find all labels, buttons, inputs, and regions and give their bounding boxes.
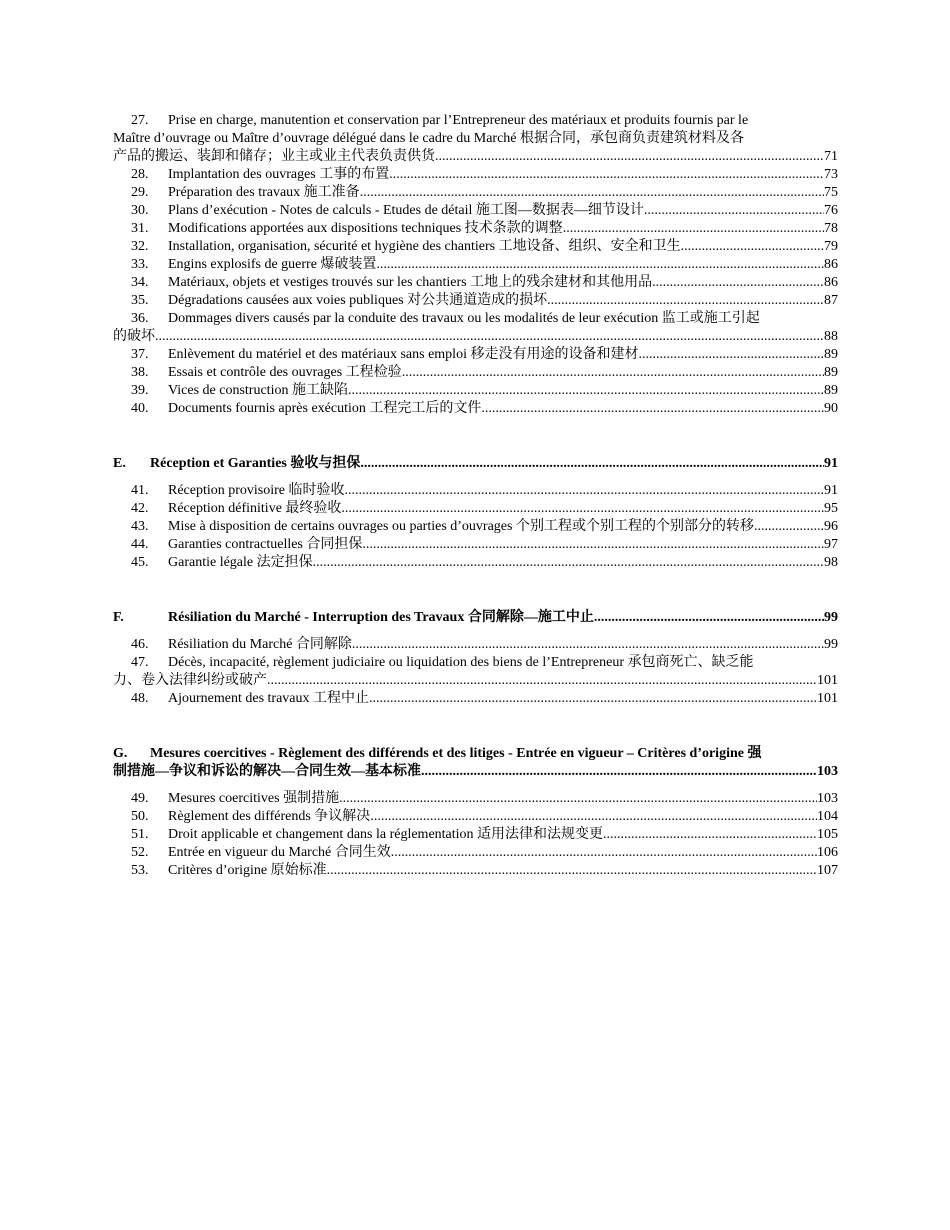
toc-leader-dots <box>327 862 817 880</box>
toc-leader-dots <box>360 184 824 202</box>
toc-entry-number: 43. <box>131 519 149 534</box>
toc-section-heading <box>113 609 838 627</box>
toc-entry-line <box>131 184 838 202</box>
toc-page-number: 104 <box>817 809 838 824</box>
toc-entry-number: 32. <box>131 239 149 254</box>
toc-leader-dots <box>313 554 824 572</box>
toc-entry-number: 38. <box>131 365 149 380</box>
toc-section-letter: G. <box>113 746 128 761</box>
toc-entry-line <box>131 166 838 184</box>
toc-entry <box>113 826 838 844</box>
toc-entry-number: 51. <box>131 827 149 842</box>
toc-entry-line <box>131 400 838 418</box>
toc-entry <box>113 292 838 310</box>
toc-entry-line <box>131 482 838 500</box>
toc-leader-dots <box>155 328 824 346</box>
toc-leader-dots <box>481 400 824 418</box>
toc-page-number: 95 <box>824 501 838 516</box>
toc-leader-dots <box>389 166 824 184</box>
toc-leader-dots <box>341 500 824 518</box>
toc-entry <box>113 364 838 382</box>
toc-leader-dots <box>638 346 824 364</box>
toc-page-number: 91 <box>824 456 838 471</box>
toc-entry-title: Documents fournis après exécution 工程完工后的文件 <box>168 401 482 416</box>
toc-entry-title: Matériaux, objets et vestiges trouvés sur les chantiers 工地上的残余建材和其他用品 <box>168 275 653 290</box>
toc-entry <box>113 220 838 238</box>
toc-entry-line <box>131 238 838 256</box>
toc-entry <box>113 500 838 518</box>
toc-entry-line <box>131 112 838 130</box>
toc-entry-line <box>131 292 838 310</box>
toc-entry <box>113 636 838 654</box>
toc-entry-number: 39. <box>131 383 149 398</box>
toc-entry-title: Entrée en vigueur du Marché 合同生效 <box>168 845 391 860</box>
toc-entry-number: 52. <box>131 845 149 860</box>
toc-entry-number: 36. <box>131 311 149 326</box>
toc-section-title: Résiliation du Marché - Interruption des Travaux 合同解除—施工中止 <box>168 610 594 625</box>
toc-entry-line <box>131 844 838 862</box>
toc-leader-dots <box>563 220 824 238</box>
toc-entry-title: Dommages divers causés par la conduite des travaux ou les modalités de leur exécution 监工或施工引起 <box>168 311 760 326</box>
toc-page-number: 98 <box>824 555 838 570</box>
toc-entry-line <box>131 364 838 382</box>
toc-entry <box>113 274 838 292</box>
toc-page-number: 99 <box>824 610 838 625</box>
toc-entry-number: 45. <box>131 555 149 570</box>
toc-entry-number: 40. <box>131 401 149 416</box>
toc-entry <box>113 808 838 826</box>
toc-leader-dots <box>370 808 817 826</box>
toc-leader-dots <box>339 790 817 808</box>
toc-page-number: 101 <box>817 691 838 706</box>
toc-entry-line <box>131 346 838 364</box>
toc-entry <box>113 536 838 554</box>
toc-entry-title: Résiliation du Marché 合同解除 <box>168 637 352 652</box>
toc-page-number: 89 <box>824 365 838 380</box>
toc-entry <box>113 238 838 256</box>
toc-page-number: 99 <box>824 637 838 652</box>
toc-entry-title: Prise en charge, manutention et conservation par l’Entrepreneur des matériaux et produits fournis par le <box>168 113 749 128</box>
toc-leader-dots <box>644 202 824 220</box>
toc-section-e <box>113 455 838 473</box>
toc-entry-title: Engins explosifs de guerre 爆破装置 <box>168 257 377 272</box>
toc-leader-dots <box>348 382 824 400</box>
toc-entry-title: Mesures coercitives 强制措施 <box>168 791 340 806</box>
toc-entry-title: Implantation des ouvrages 工事的布置 <box>168 167 390 182</box>
toc-entry <box>113 400 838 418</box>
toc-leader-dots <box>435 148 824 166</box>
toc-entry-line <box>131 654 838 672</box>
toc-entry-title: Réception définitive 最终验收 <box>168 501 342 516</box>
toc-entry-number: 37. <box>131 347 149 362</box>
toc-entry <box>113 862 838 880</box>
toc-entry-line <box>131 500 838 518</box>
toc-entry-line <box>113 148 838 166</box>
toc-entry-line <box>131 274 838 292</box>
toc-page-number: 105 <box>817 827 838 842</box>
toc-page-number: 76 <box>824 203 838 218</box>
toc-leader-dots <box>376 256 824 274</box>
toc-section-heading <box>113 745 838 781</box>
toc-entry-line <box>131 826 838 844</box>
toc-page-number: 107 <box>817 863 838 878</box>
toc-section-letter: E. <box>113 456 126 471</box>
toc-section-line <box>113 763 838 781</box>
toc-entry-title: Préparation des travaux 施工准备 <box>168 185 360 200</box>
toc-leader-dots <box>391 844 817 862</box>
toc-list-section-d <box>113 112 838 418</box>
toc-leader-dots <box>362 536 824 554</box>
toc-entry-number: 31. <box>131 221 149 236</box>
toc-entry <box>113 844 838 862</box>
table-of-contents <box>113 112 838 880</box>
toc-entry <box>113 482 838 500</box>
toc-leader-dots <box>603 826 817 844</box>
toc-entry <box>113 346 838 364</box>
toc-section-line <box>113 609 838 627</box>
toc-entry-title: Dégradations causées aux voies publiques 对公共通道造成的损坏 <box>168 293 548 308</box>
toc-leader-dots <box>267 672 817 690</box>
toc-entry-number: 46. <box>131 637 149 652</box>
toc-leader-dots <box>594 609 824 627</box>
toc-entry-title: Modifications apportées aux dispositions techniques 技术条款的调整 <box>168 221 563 236</box>
toc-entry-line <box>131 382 838 400</box>
toc-leader-dots <box>345 482 824 500</box>
toc-entry-title: Droit applicable et changement dans la réglementation 适用法律和法规变更 <box>168 827 604 842</box>
toc-section-heading <box>113 455 838 473</box>
toc-entry-number: 30. <box>131 203 149 218</box>
toc-page-number: 89 <box>824 347 838 362</box>
toc-entry-title: Règlement des différends 争议解决 <box>168 809 371 824</box>
toc-page-number: 73 <box>824 167 838 182</box>
toc-entry <box>113 166 838 184</box>
toc-page-number: 86 <box>824 275 838 290</box>
toc-list-section-f <box>113 636 838 708</box>
toc-entry-number: 53. <box>131 863 149 878</box>
toc-entry-line <box>113 130 838 148</box>
toc-leader-dots <box>369 690 817 708</box>
toc-page-number: 103 <box>817 791 838 806</box>
toc-entry-title: Réception provisoire 临时验收 <box>168 483 345 498</box>
toc-entry-number: 47. <box>131 655 149 670</box>
toc-entry-line <box>113 328 838 346</box>
toc-entry-line <box>131 862 838 880</box>
toc-page-number: 88 <box>824 329 838 344</box>
toc-section-title: 制措施—争议和诉讼的解决—合同生效—基本标准 <box>113 764 421 779</box>
toc-page-number: 78 <box>824 221 838 236</box>
toc-section-f <box>113 609 838 627</box>
toc-entry-line <box>131 554 838 572</box>
toc-section-title: Mesures coercitives - Règlement des différends et des litiges - Entrée en vigueur – Critères d’origine 强 <box>150 746 762 761</box>
toc-leader-dots <box>360 455 824 473</box>
toc-entry <box>113 690 838 708</box>
toc-entry-title-continued: Maître d’ouvrage ou Maître d’ouvrage délégué dans le cadre du Marché 根据合同，承包商负责建筑材料及各 <box>113 131 744 146</box>
toc-entry-title: Plans d’exécution - Notes de calculs - Etudes de détail 施工图—数据表—细节设计 <box>168 203 644 218</box>
toc-section-title: Réception et Garanties 验收与担保 <box>150 456 361 471</box>
toc-entry-number: 48. <box>131 691 149 706</box>
toc-page-number: 89 <box>824 383 838 398</box>
toc-entry <box>113 202 838 220</box>
toc-entry-line <box>131 220 838 238</box>
toc-entry-number: 29. <box>131 185 149 200</box>
toc-entry-title: Décès, incapacité, règlement judiciaire ou liquidation des biens de l’Entrepreneur 承包商死亡、缺乏能 <box>168 655 754 670</box>
toc-entry-number: 28. <box>131 167 149 182</box>
toc-entry-number: 35. <box>131 293 149 308</box>
toc-entry <box>113 654 838 690</box>
toc-leader-dots <box>652 274 824 292</box>
toc-section-letter: F. <box>113 610 124 625</box>
toc-entry-number: 42. <box>131 501 149 516</box>
toc-leader-dots <box>352 636 824 654</box>
toc-page-number: 101 <box>817 673 838 688</box>
toc-entry-line <box>131 536 838 554</box>
toc-entry-line <box>131 310 838 328</box>
toc-entry-line <box>131 808 838 826</box>
toc-entry-number: 41. <box>131 483 149 498</box>
toc-entry-line <box>113 672 838 690</box>
toc-page-number: 79 <box>824 239 838 254</box>
toc-page-number: 86 <box>824 257 838 272</box>
toc-page-number: 97 <box>824 537 838 552</box>
toc-entry <box>113 554 838 572</box>
toc-page-number: 96 <box>824 519 838 534</box>
toc-entry-line <box>131 256 838 274</box>
toc-leader-dots <box>681 238 824 256</box>
toc-leader-dots <box>421 763 817 781</box>
toc-entry-title: Garanties contractuelles 合同担保 <box>168 537 363 552</box>
toc-entry-line <box>131 790 838 808</box>
toc-entry-number: 50. <box>131 809 149 824</box>
toc-page-number: 106 <box>817 845 838 860</box>
toc-entry <box>113 256 838 274</box>
toc-leader-dots <box>754 518 824 536</box>
toc-entry <box>113 382 838 400</box>
toc-leader-dots <box>547 292 824 310</box>
toc-list-section-e <box>113 482 838 572</box>
toc-entry-title-continued: 力、卷入法律纠纷或破产 <box>113 673 267 688</box>
toc-entry-number: 27. <box>131 113 149 128</box>
toc-entry-title: Essais et contrôle des ouvrages 工程检验 <box>168 365 402 380</box>
toc-page-number: 75 <box>824 185 838 200</box>
toc-entry <box>113 184 838 202</box>
toc-entry <box>113 790 838 808</box>
toc-entry-number: 34. <box>131 275 149 290</box>
toc-entry-title: Vices de construction 施工缺陷 <box>168 383 348 398</box>
toc-page-number: 71 <box>824 149 838 164</box>
toc-page-number: 87 <box>824 293 838 308</box>
toc-section-line <box>113 455 838 473</box>
toc-entry-number: 44. <box>131 537 149 552</box>
toc-entry-line <box>131 518 838 536</box>
toc-section-line <box>113 745 838 763</box>
toc-entry-line <box>131 690 838 708</box>
toc-entry-title: Ajournement des travaux 工程中止 <box>168 691 370 706</box>
toc-entry-title-continued: 的破坏 <box>113 329 155 344</box>
toc-entry-line <box>131 636 838 654</box>
toc-entry-title: Mise à disposition de certains ouvrages ou parties d’ouvrages 个别工程或个别工程的个别部分的转移 <box>168 519 754 534</box>
toc-entry-number: 33. <box>131 257 149 272</box>
toc-entry <box>113 310 838 346</box>
toc-entry-title: Critères d’origine 原始标准 <box>168 863 327 878</box>
toc-page-number: 91 <box>824 483 838 498</box>
toc-page-number: 103 <box>817 764 838 779</box>
toc-entry-title: Garantie légale 法定担保 <box>168 555 313 570</box>
toc-leader-dots <box>402 364 824 382</box>
toc-entry <box>113 518 838 536</box>
toc-entry-title: Installation, organisation, sécurité et hygiène des chantiers 工地设备、组织、安全和卫生 <box>168 239 681 254</box>
toc-section-g <box>113 745 838 781</box>
toc-entry-title-continued: 产品的搬运、装卸和储存；业主或业主代表负责供货 <box>113 149 435 164</box>
toc-list-section-g <box>113 790 838 880</box>
toc-entry-line <box>131 202 838 220</box>
toc-page-number: 90 <box>824 401 838 416</box>
toc-entry-number: 49. <box>131 791 149 806</box>
toc-entry <box>113 112 838 166</box>
toc-entry-title: Enlèvement du matériel et des matériaux sans emploi 移走没有用途的设备和建材 <box>168 347 639 362</box>
